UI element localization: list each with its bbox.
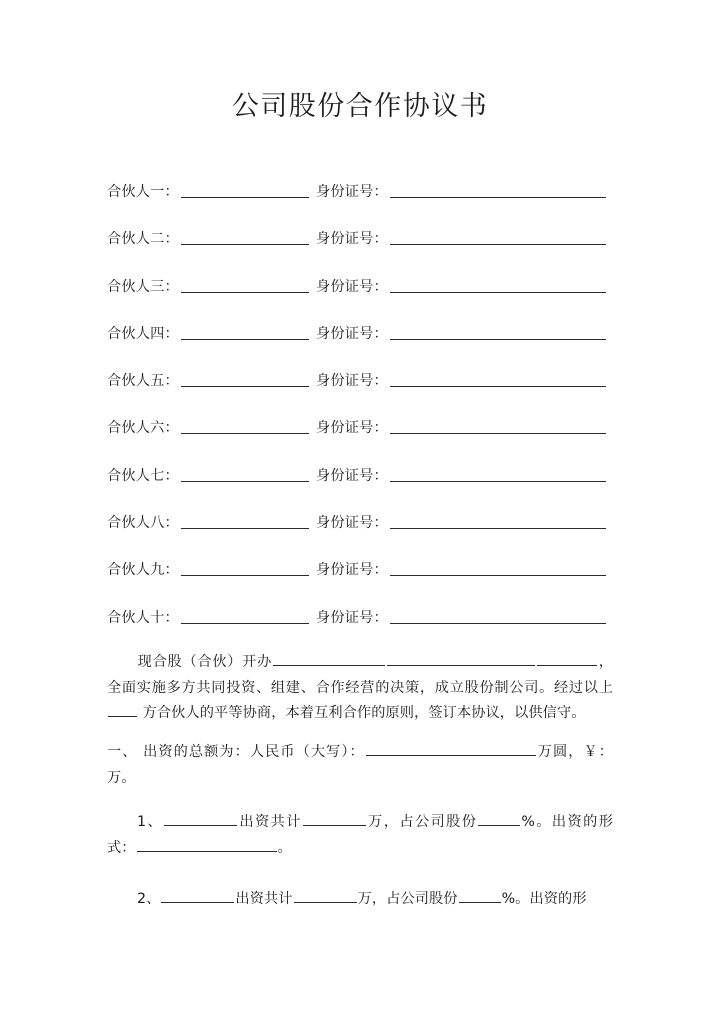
item-text-part-4: 。 <box>277 839 292 856</box>
partner-id-blank[interactable] <box>390 182 606 198</box>
partner-id-blank[interactable] <box>390 608 606 624</box>
clause-one-text-part-3: 万。 <box>107 769 136 786</box>
partner-label: 合伙人八： <box>107 515 179 532</box>
company-name-blank-a[interactable] <box>273 651 385 666</box>
item-text-part-3: %。出资的形式： <box>107 814 614 856</box>
page-title: 公司股份合作协议书 <box>231 91 489 122</box>
partner-name-blank[interactable] <box>181 466 309 482</box>
partner-row <box>107 560 617 607</box>
partner-row <box>107 608 617 655</box>
item-number: 2、 <box>137 891 161 907</box>
partner-row <box>107 324 617 371</box>
item-number: 1、 <box>137 814 164 830</box>
partner-label: 合伙人九： <box>107 562 179 579</box>
clause-one-text-part-1: 出资的总额为：人民币（大写）： <box>137 744 365 760</box>
item-text-part-1: 出资共计 <box>235 891 293 907</box>
contribution-item-1 <box>107 810 613 861</box>
partner-name-blank[interactable] <box>181 277 309 293</box>
partner-name-blank[interactable] <box>181 418 309 434</box>
partner-label: 合伙人四： <box>107 325 179 342</box>
partner-row <box>107 418 617 465</box>
clause-one <box>107 740 613 791</box>
id-number-label: 身份证号： <box>315 515 388 532</box>
id-number-label: 身份证号： <box>315 609 388 626</box>
partner-label: 合伙人六： <box>107 420 179 437</box>
partner-label: 合伙人二： <box>107 231 179 248</box>
partner-id-blank[interactable] <box>390 513 606 529</box>
item-text-part-3: %。出资的形 <box>501 891 587 907</box>
contributor-blank[interactable] <box>164 811 237 826</box>
partner-row <box>107 513 617 560</box>
item-text-part-2: 万，占公司股份 <box>366 814 478 830</box>
id-number-label: 身份证号： <box>315 562 388 579</box>
partner-name-blank[interactable] <box>181 324 309 340</box>
partner-row <box>107 371 617 418</box>
company-name-blank-b[interactable] <box>387 651 535 666</box>
partner-name-blank[interactable] <box>181 182 309 198</box>
intro-text-part-2: ，全面实施多方共同投资、组建、合作经营的决策，成立股份制公司。经过以上 <box>107 654 613 696</box>
id-number-label: 身份证号： <box>315 231 388 248</box>
partner-id-blank[interactable] <box>390 466 606 482</box>
contribution-sum-blank[interactable] <box>303 811 366 826</box>
partner-label: 合伙人三： <box>107 278 179 295</box>
contributor-blank[interactable] <box>161 888 234 903</box>
partner-name-blank[interactable] <box>181 371 309 387</box>
id-number-label: 身份证号： <box>315 373 388 390</box>
partner-label: 合伙人七： <box>107 467 179 484</box>
partner-id-blank[interactable] <box>390 418 606 434</box>
partner-row <box>107 229 617 276</box>
clause-one-text-part-2: 万圆，￥： <box>536 744 614 760</box>
company-name-blank-c[interactable] <box>537 651 597 666</box>
id-number-label: 身份证号： <box>315 420 388 437</box>
id-number-label: 身份证号： <box>315 325 388 342</box>
item-text-part-2: 万，占公司股份 <box>357 891 458 907</box>
partner-id-blank[interactable] <box>390 324 606 340</box>
contribution-form-blank[interactable] <box>137 837 277 852</box>
share-percent-blank[interactable] <box>478 811 520 826</box>
partner-label: 合伙人十： <box>107 609 179 626</box>
intro-text-part-3: 方合伙人的平等协商，本着互利合作的原则，签订本协议，以供信守。 <box>138 705 586 722</box>
share-percent-blank[interactable] <box>459 888 501 903</box>
partner-row <box>107 277 617 324</box>
partner-name-blank[interactable] <box>181 608 309 624</box>
contribution-sum-blank[interactable] <box>294 888 357 903</box>
clause-one-number: 一、 <box>107 744 138 760</box>
partner-id-blank[interactable] <box>390 560 606 576</box>
partner-row <box>107 466 617 513</box>
total-amount-blank[interactable] <box>366 741 536 756</box>
item-text-part-1: 出资共计 <box>238 814 302 830</box>
partner-id-blank[interactable] <box>390 371 606 387</box>
partner-row <box>107 182 617 229</box>
partner-id-blank[interactable] <box>390 229 606 245</box>
intro-paragraph <box>107 650 613 727</box>
contribution-item-2 <box>107 887 613 913</box>
intro-text-part-1: 现合股（合伙）开办 <box>137 654 273 670</box>
partner-list <box>107 182 617 655</box>
partner-label: 合伙人五： <box>107 373 179 390</box>
party-count-blank[interactable] <box>108 702 137 717</box>
partner-name-blank[interactable] <box>181 229 309 245</box>
partner-name-blank[interactable] <box>181 560 309 576</box>
partner-label: 合伙人一： <box>107 184 179 200</box>
id-number-label: 身份证号： <box>315 278 388 295</box>
id-number-label: 身份证号： <box>315 184 388 200</box>
id-number-label: 身份证号： <box>315 467 388 484</box>
partner-id-blank[interactable] <box>390 277 606 293</box>
partner-name-blank[interactable] <box>181 513 309 529</box>
